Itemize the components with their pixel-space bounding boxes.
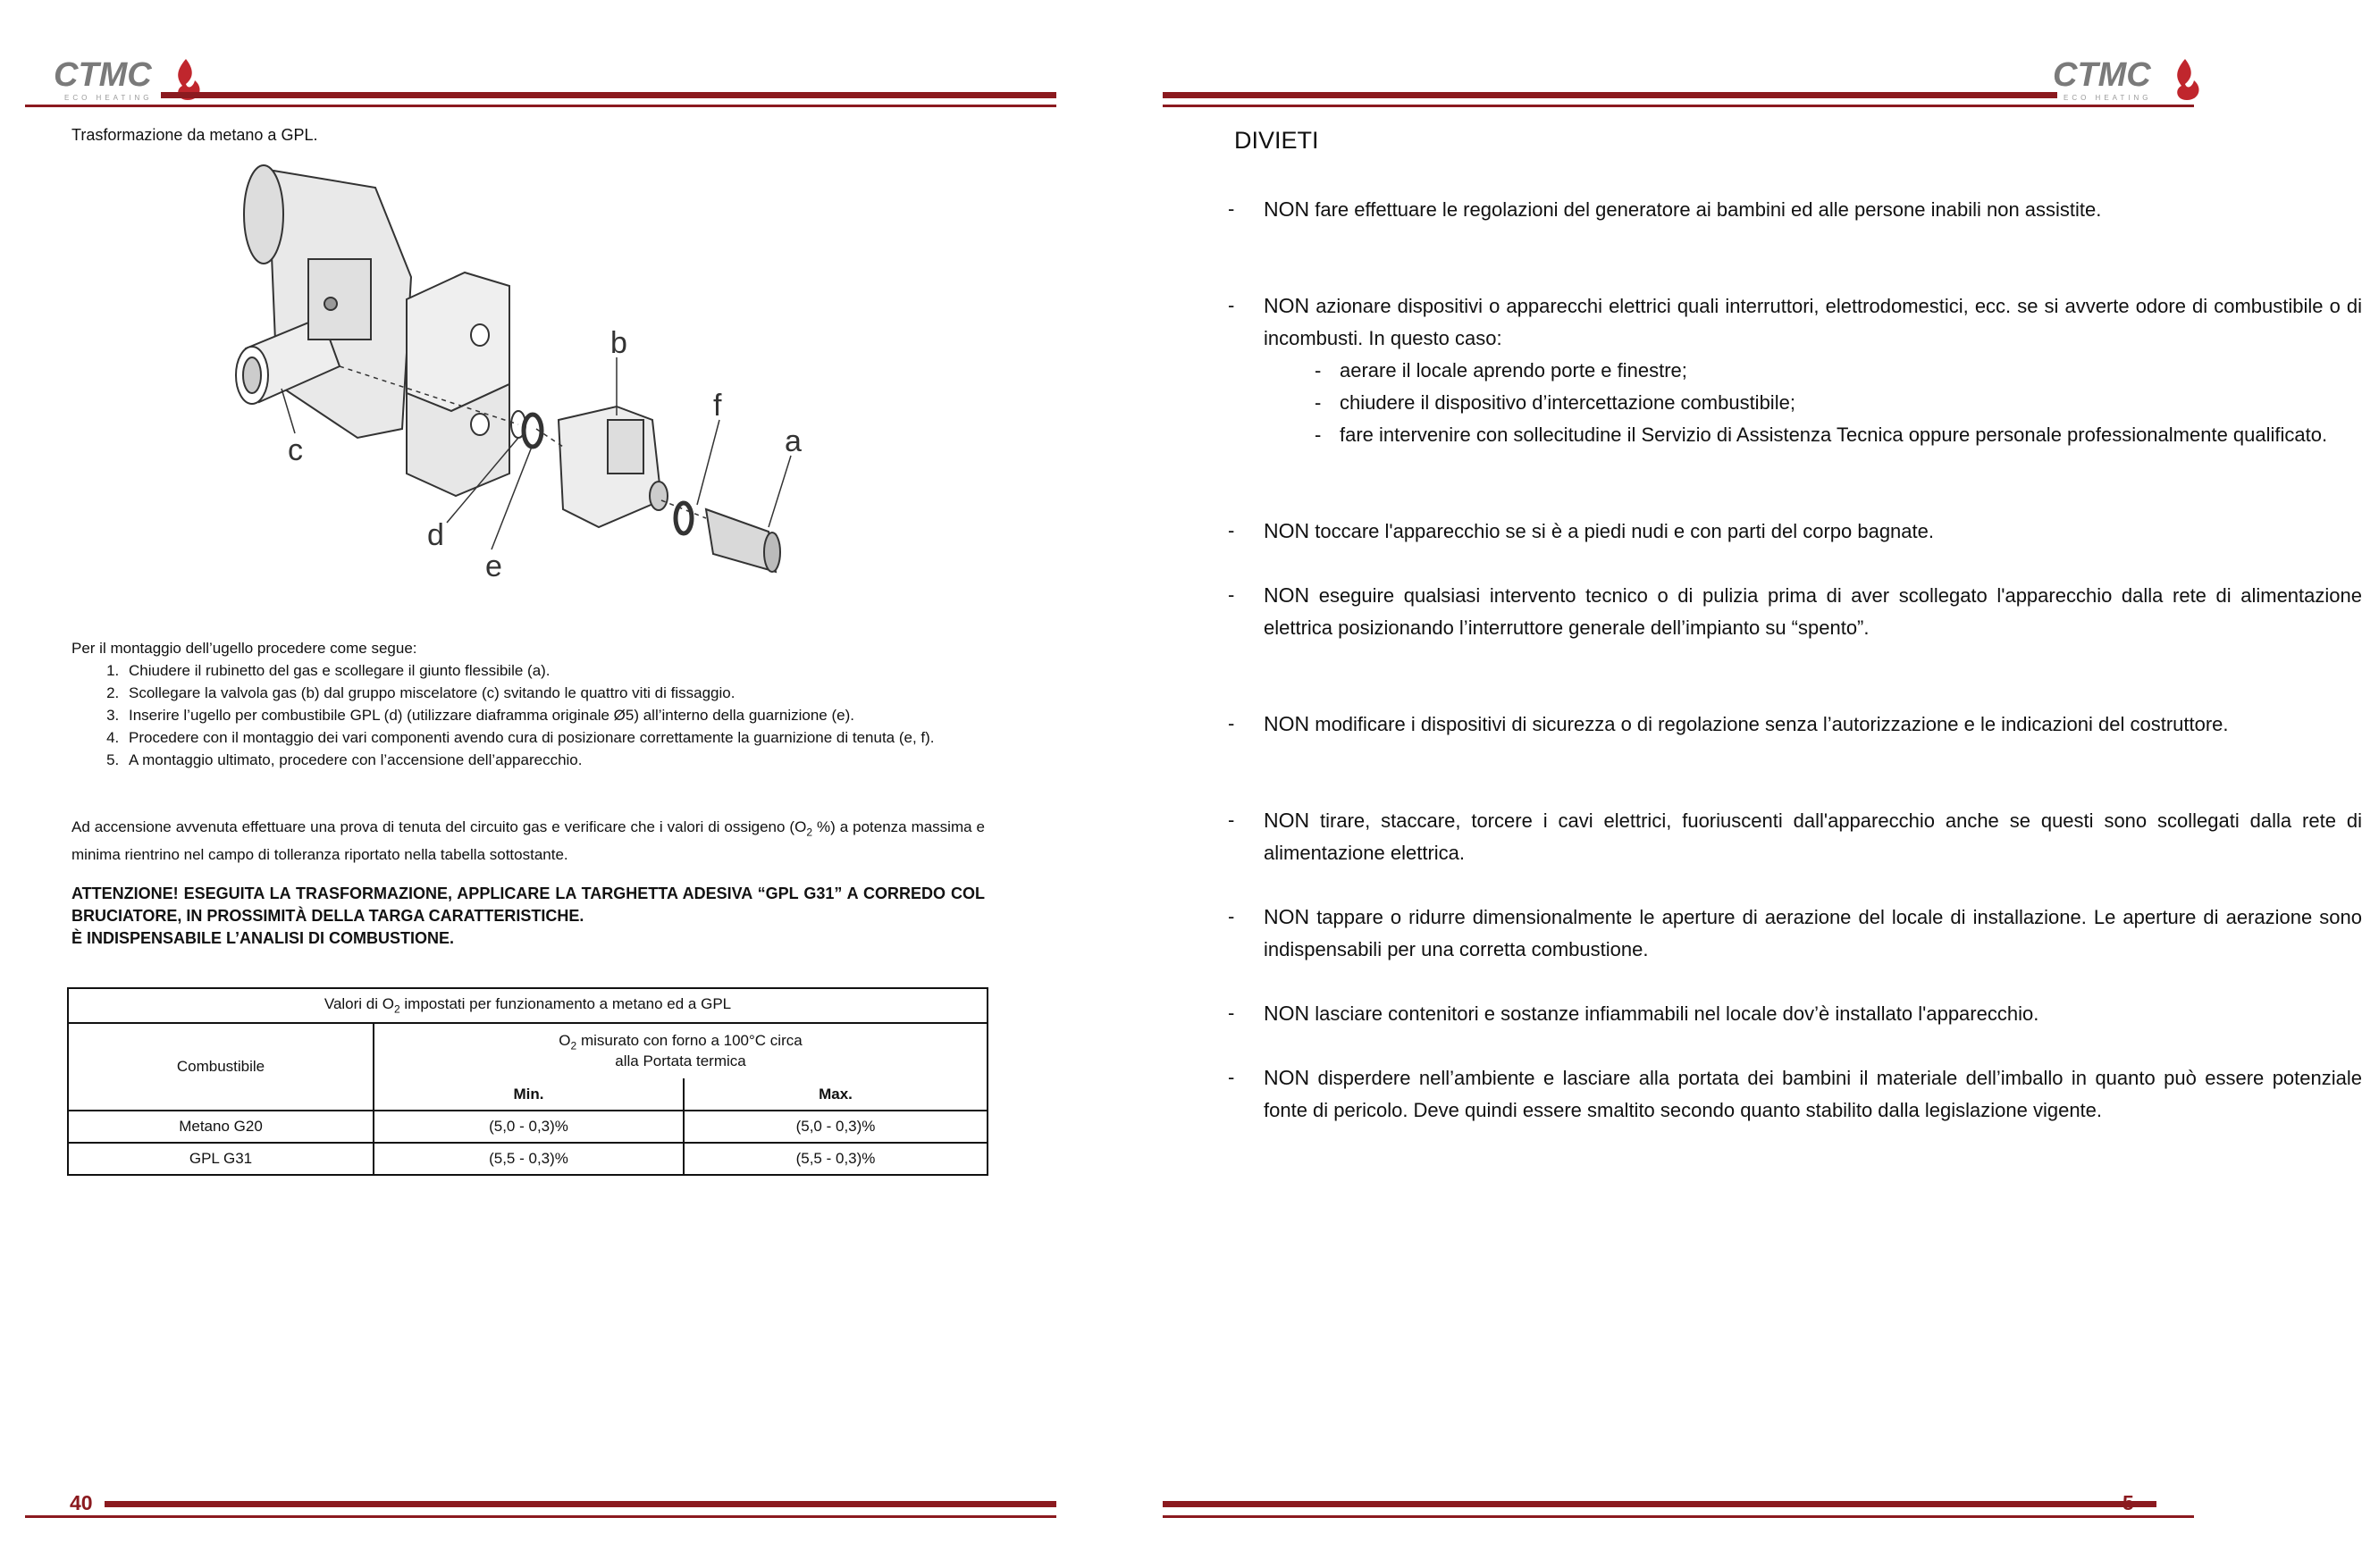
prohibition-keyword: NON [1264, 905, 1310, 928]
o2-header-line2: alla Portata termica [615, 1052, 746, 1069]
procedure-steps [71, 659, 985, 771]
warning-text [71, 883, 985, 950]
o2-subscript: 2 [806, 826, 812, 839]
flame-icon [2177, 59, 2198, 100]
fuel-cell: Metano G20 [68, 1111, 374, 1143]
warning-line: È INDISPENSABILE L’ANALISI DI COMBUSTIONE. [71, 929, 455, 947]
logo-wordmark: CTMC [2053, 56, 2151, 94]
prohibition-item [1228, 708, 2362, 741]
footer-rule-thin [25, 1515, 1056, 1518]
min-cell: (5,5 - 0,3)% [374, 1143, 684, 1175]
bullet-dash: - [1228, 1066, 1235, 1088]
prohibition-text: disperdere nell’ambiente e lasciare alla portata dei bambini il materiale dell’imballo in quanto può essere potenziale fonte di pericolo. Deve quindi essere smaltito secondo quanto stabilito dalla legislazione vigente. [1264, 1067, 2362, 1121]
min-header: Min. [374, 1078, 684, 1111]
brand-logo [2051, 52, 2207, 104]
prohibition-keyword: NON [1264, 294, 1310, 317]
prohibition-text: toccare l'apparecchio se si è a piedi nudi e con parti del corpo bagnate. [1309, 520, 1934, 542]
max-cell: (5,0 - 0,3)% [684, 1111, 988, 1143]
page-number: 5 [2122, 1491, 2134, 1514]
prohibition-keyword: NON [1264, 583, 1310, 607]
prohibition-keyword: NON [1264, 1066, 1310, 1089]
leak-test-part: %) a potenza massima e minima rientrino nel campo di tolleranza riportato nella tabella sottostante. [71, 818, 985, 864]
bullet-dash: - [1228, 519, 1235, 541]
prohibition-item [1228, 579, 2362, 644]
diagram-label-c: c [288, 433, 303, 467]
footer-rule [1163, 1501, 2156, 1507]
procedure-step: 3. Inserire l’ugello per combustibile GPL (d) (utilizzare diaframma originale Ø5) all’interno della guarnizione (e). [123, 704, 985, 726]
prohibition-item [1228, 515, 2362, 548]
leak-test-text [71, 816, 985, 866]
table-row [68, 1111, 988, 1143]
bullet-dash: - [1228, 712, 1235, 734]
prohibition-keyword: NON [1264, 809, 1310, 832]
prohibition-item [1228, 804, 2362, 869]
footer-rule [105, 1501, 1056, 1507]
header-rule [161, 92, 1056, 98]
right-page [1109, 0, 2362, 1568]
header-rule-thin [25, 105, 1056, 107]
prohibition-item [1228, 193, 2362, 226]
prohibition-item [1228, 997, 2362, 1030]
procedure-intro: Per il montaggio dell’ugello procedere come segue: [71, 640, 417, 657]
bullet-dash: - [1228, 294, 1235, 316]
sub-item-text: aerare il locale aprendo porte e finestre; [1340, 359, 1687, 382]
procedure-step: 2. Scollegare la valvola gas (b) dal gruppo miscelatore (c) svitando le quattro viti di fissaggio. [123, 682, 985, 704]
caption-subscript: 2 [393, 1002, 400, 1016]
prohibition-item [1228, 289, 2362, 451]
left-page [0, 0, 1109, 1568]
header-rule-thin [1163, 105, 2194, 107]
bullet-dash: - [1228, 905, 1235, 927]
sub-item-text: chiudere il dispositivo d’intercettazione combustibile; [1340, 391, 1795, 414]
logo-tagline: ECO HEATING [64, 94, 153, 102]
leak-test-part: Ad accensione avvenuta effettuare una prova di tenuta del circuito gas e verificare che i valori di ossigeno (O [71, 818, 807, 835]
footer-rule-thin [1163, 1515, 2194, 1518]
diagram-label-d: d [427, 518, 444, 552]
prohibition-keyword: NON [1264, 712, 1310, 735]
bullet-dash: - [1228, 809, 1235, 831]
diagram-label-e: e [485, 549, 502, 583]
fuel-cell: GPL G31 [68, 1143, 374, 1175]
bullet-dash: - [1228, 197, 1235, 220]
procedure-step: 4. Procedere con il montaggio dei vari componenti avendo cura di posizionare correttamente la guarnizione di tenuta (e, f). [123, 726, 985, 749]
page-number: 40 [70, 1491, 93, 1514]
sub-item: - chiudere il dispositivo d’intercettazione combustibile; [1315, 391, 1795, 414]
bullet-dash: - [1228, 583, 1235, 606]
logo-wordmark: CTMC [54, 56, 152, 94]
table-row [68, 1143, 988, 1175]
max-cell: (5,5 - 0,3)% [684, 1143, 988, 1175]
prohibition-item [1228, 1061, 2362, 1127]
header-rule [1163, 92, 2057, 98]
prohibition-keyword: NON [1264, 519, 1310, 542]
logo-tagline: ECO HEATING [2064, 94, 2152, 102]
warning-line: ATTENZIONE! ESEGUITA LA TRASFORMAZIONE, APPLICARE LA TARGHETTA ADESIVA “GPL G31” A CORREDO COL BRUCIATORE, IN PROSSIMITÀ DELLA TARGA CARATTERISTICHE. [71, 885, 985, 925]
sub-item: - aerare il locale aprendo porte e finestre; [1315, 359, 1687, 382]
prohibition-keyword: NON [1264, 1002, 1310, 1025]
caption-part: impostati per funzionamento a metano ed a GPL [399, 995, 732, 1013]
prohibition-item [1228, 901, 2362, 966]
o2-values-table [67, 987, 988, 1176]
min-cell: (5,0 - 0,3)% [374, 1111, 684, 1143]
max-header: Max. [684, 1078, 988, 1111]
table-caption [68, 988, 988, 1023]
prohibition-text: tappare o ridurre dimensionalmente le aperture di aerazione del locale di installazione. Le aperture di aerazione sono indispensabili per una corretta combustione. [1264, 906, 2362, 960]
prohibition-text: azionare dispositivi o apparecchi elettrici quali interruttori, elettrodomestici, ecc. se si avverte odore di combustibile o di incombusti. In questo caso: [1264, 295, 2362, 349]
diagram-label-b: b [610, 326, 627, 360]
sub-item: - fare intervenire con sollecitudine il Servizio di Assistenza Tecnica oppure personale professionalmente qualificato. [1315, 423, 2328, 446]
burner-exploded-diagram [223, 152, 813, 590]
procedure-step: 1. Chiudere il rubinetto del gas e scollegare il giunto flessibile (a). [123, 659, 985, 682]
diagram-label-f: f [713, 389, 722, 423]
sub-item-text: fare intervenire con sollecitudine il Servizio di Assistenza Tecnica oppure personale professionalmente qualificato. [1340, 423, 2328, 446]
o2-header-part: misurato con forno a 100°C circa [576, 1032, 803, 1050]
sub-list [1264, 355, 2362, 451]
caption-part: Valori di O [324, 995, 394, 1013]
o2-header-part: O [559, 1032, 571, 1050]
prohibition-keyword: NON [1264, 197, 1310, 221]
prohibition-text: modificare i dispositivi di sicurezza o di regolazione senza l’autorizzazione e le indicazioni del costruttore. [1309, 713, 2229, 735]
prohibition-text: lasciare contenitori e sostanze infiammabili nel locale dov’è installato l'apparecchio. [1309, 1002, 2039, 1025]
fuel-header: Combustibile [68, 1023, 374, 1111]
o2-header-subscript: 2 [570, 1039, 577, 1052]
page-title: DIVIETI [1234, 127, 1319, 154]
section-title: Trasformazione da metano a GPL. [71, 126, 318, 144]
procedure-block [71, 637, 985, 771]
procedure-step: 5. A montaggio ultimato, procedere con l’accensione dell’apparecchio. [123, 749, 985, 771]
diagram-label-a: a [785, 424, 802, 458]
prohibition-text: eseguire qualsiasi intervento tecnico o di pulizia prima di aver scollegato l'apparecchio dalla rete di alimentazione elettrica posizionando l’interruttore generale dell’impianto su “spento”. [1264, 584, 2362, 639]
bullet-dash: - [1228, 1002, 1235, 1024]
prohibition-text: tirare, staccare, torcere i cavi elettrici, fuoriuscenti dall'apparecchio anche se questi sono scollegati dalla rete di alimentazione elettrica. [1264, 809, 2362, 864]
prohibition-text: fare effettuare le regolazioni del generatore ai bambini ed alle persone inabili non assistite. [1309, 198, 2102, 221]
o2-header [374, 1023, 988, 1078]
